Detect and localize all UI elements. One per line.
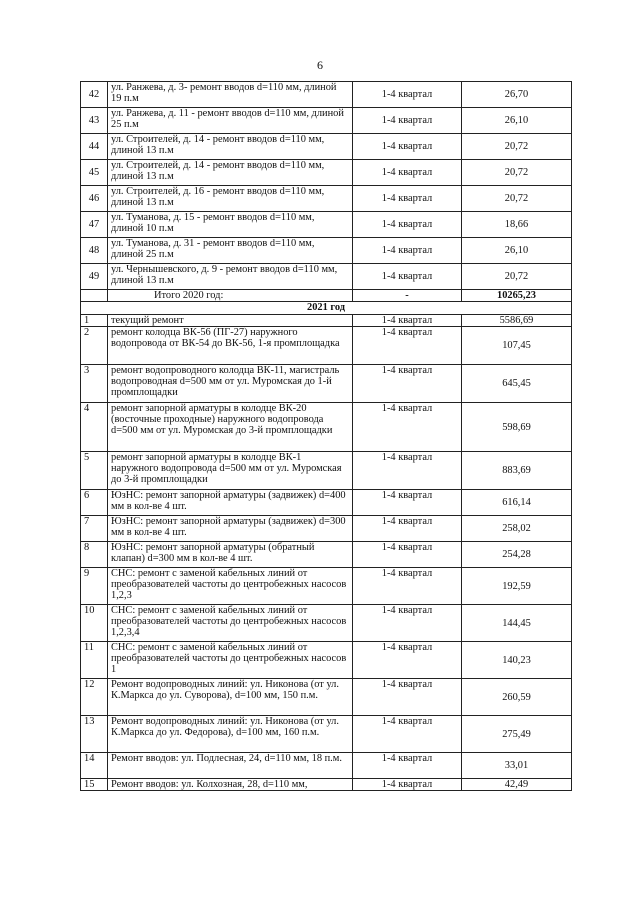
row-period: 1-4 квартал bbox=[353, 327, 462, 365]
row-period: 1-4 квартал bbox=[353, 753, 462, 779]
row-period: 1-4 квартал bbox=[353, 605, 462, 642]
row-value: 33,01 bbox=[462, 753, 572, 779]
row-description: ЮзНС: ремонт запорной арматуры (задвижек) d=400 мм в кол-ве 4 шт. bbox=[108, 490, 353, 516]
row-number: 42 bbox=[81, 82, 108, 108]
row-number: 13 bbox=[81, 716, 108, 753]
row-number: 44 bbox=[81, 134, 108, 160]
row-description: СНС: ремонт с заменой кабельных линий от преобразователей частоты до центробежных насосов 1,2,3 bbox=[108, 568, 353, 605]
row-number: 12 bbox=[81, 679, 108, 716]
row-period: 1-4 квартал bbox=[353, 679, 462, 716]
page-number: 6 bbox=[317, 58, 323, 72]
row-number: 48 bbox=[81, 238, 108, 264]
row-description: ул. Туманова, д. 15 - ремонт вводов d=110 мм, длиной 10 п.м bbox=[108, 212, 353, 238]
row-period: 1-4 квартал bbox=[353, 186, 462, 212]
row-description: ремонт запорной арматуры в колодце ВК-1 наружного водопровода d=500 мм от ул. Муромская до 3-й промплощадки bbox=[108, 452, 353, 490]
row-number: 47 bbox=[81, 212, 108, 238]
table-row bbox=[81, 490, 572, 516]
row-number: 49 bbox=[81, 264, 108, 290]
table-row bbox=[81, 452, 572, 490]
row-number: 1 bbox=[81, 315, 108, 327]
row-value: 260,59 bbox=[462, 679, 572, 716]
table-row bbox=[81, 82, 572, 108]
row-period: 1-4 квартал bbox=[353, 568, 462, 605]
row-number: 11 bbox=[81, 642, 108, 679]
row-number: 3 bbox=[81, 365, 108, 403]
row-number: 45 bbox=[81, 160, 108, 186]
row-description: СНС: ремонт с заменой кабельных линий от преобразователей частоты до центробежных насосов 1 bbox=[108, 642, 353, 679]
row-description: ул. Строителей, д. 14 - ремонт вводов d=110 мм, длиной 13 п.м bbox=[108, 160, 353, 186]
row-value: 107,45 bbox=[462, 327, 572, 365]
row-value: 20,72 bbox=[462, 134, 572, 160]
row-value: 18,66 bbox=[462, 212, 572, 238]
row-period: 1-4 квартал bbox=[353, 160, 462, 186]
row-value: 883,69 bbox=[462, 452, 572, 490]
row-description: ул. Ранжева, д. 3- ремонт вводов d=110 мм, длиной 19 п.м bbox=[108, 82, 353, 108]
row-period: 1-4 квартал bbox=[353, 403, 462, 452]
row-description: Ремонт вводов: ул. Подлесная, 24, d=110 мм, 18 п.м. bbox=[108, 753, 353, 779]
row-number: 46 bbox=[81, 186, 108, 212]
total-value: 10265,23 bbox=[462, 290, 572, 302]
row-period: 1-4 квартал bbox=[353, 108, 462, 134]
table-row bbox=[81, 542, 572, 568]
table-row bbox=[81, 716, 572, 753]
row-value: 598,69 bbox=[462, 403, 572, 452]
row-description: ул. Туманова, д. 31 - ремонт вводов d=110 мм, длиной 25 п.м bbox=[108, 238, 353, 264]
table-row bbox=[81, 315, 572, 327]
row-period: 1-4 квартал bbox=[353, 212, 462, 238]
total-2020-row bbox=[81, 290, 572, 302]
row-period: 1-4 квартал bbox=[353, 516, 462, 542]
table-row bbox=[81, 605, 572, 642]
row-description: Ремонт водопроводных линий: ул. Никонова (от ул. К.Маркса до ул. Суворова), d=100 мм, 150 п.м. bbox=[108, 679, 353, 716]
row-period: 1-4 квартал bbox=[353, 238, 462, 264]
row-description: ремонт колодца ВК-56 (ПГ-27) наружного водопровода от ВК-54 до ВК-56, 1-я промплощадка bbox=[108, 327, 353, 365]
table-row bbox=[81, 516, 572, 542]
row-number: 2 bbox=[81, 327, 108, 365]
row-period: 1-4 квартал bbox=[353, 542, 462, 568]
row-period: 1-4 квартал bbox=[353, 452, 462, 490]
row-value: 26,10 bbox=[462, 108, 572, 134]
works-table bbox=[80, 81, 572, 791]
table-row bbox=[81, 568, 572, 605]
table-row bbox=[81, 134, 572, 160]
table-row bbox=[81, 403, 572, 452]
table-row bbox=[81, 108, 572, 134]
row-number: 10 bbox=[81, 605, 108, 642]
row-value: 192,59 bbox=[462, 568, 572, 605]
row-value: 20,72 bbox=[462, 186, 572, 212]
table-row bbox=[81, 679, 572, 716]
table-row bbox=[81, 365, 572, 403]
row-description: текущий ремонт bbox=[108, 315, 353, 327]
row-value: 140,23 bbox=[462, 642, 572, 679]
row-number: 7 bbox=[81, 516, 108, 542]
row-value: 254,28 bbox=[462, 542, 572, 568]
row-period: 1-4 квартал bbox=[353, 779, 462, 791]
row-value: 5586,69 bbox=[462, 315, 572, 327]
row-number: 14 bbox=[81, 753, 108, 779]
row-description: ЮзНС: ремонт запорной арматуры (задвижек) d=300 мм в кол-ве 4 шт. bbox=[108, 516, 353, 542]
row-value: 20,72 bbox=[462, 160, 572, 186]
row-period: 1-4 квартал bbox=[353, 315, 462, 327]
row-value: 42,49 bbox=[462, 779, 572, 791]
row-description: ул. Чернышевского, д. 9 - ремонт вводов d=110 мм, длиной 13 п.м bbox=[108, 264, 353, 290]
row-value: 20,72 bbox=[462, 264, 572, 290]
table-row bbox=[81, 642, 572, 679]
row-period: 1-4 квартал bbox=[353, 716, 462, 753]
row-number: 5 bbox=[81, 452, 108, 490]
row-number: 43 bbox=[81, 108, 108, 134]
total-label: Итого 2020 год: bbox=[108, 290, 353, 302]
row-description: Ремонт вводов: ул. Колхозная, 28, d=110 мм, bbox=[108, 779, 353, 791]
table-row bbox=[81, 779, 572, 791]
table-row bbox=[81, 238, 572, 264]
row-value: 275,49 bbox=[462, 716, 572, 753]
row-period: 1-4 квартал bbox=[353, 264, 462, 290]
table-row bbox=[81, 753, 572, 779]
row-description: ЮзНС: ремонт запорной арматуры (обратный клапан) d=300 мм в кол-ве 4 шт. bbox=[108, 542, 353, 568]
row-value: 616,14 bbox=[462, 490, 572, 516]
row-description: ремонт водопроводного колодца ВК-11, магистраль водопроводная d=500 мм от ул. Муромская до 1-й промплощадки bbox=[108, 365, 353, 403]
table-row bbox=[81, 186, 572, 212]
row-period: 1-4 квартал bbox=[353, 642, 462, 679]
row-value: 144,45 bbox=[462, 605, 572, 642]
table-row bbox=[81, 327, 572, 365]
row-number: 8 bbox=[81, 542, 108, 568]
row-value: 26,70 bbox=[462, 82, 572, 108]
row-description: ул. Ранжева, д. 11 - ремонт вводов d=110 мм, длиной 25 п.м bbox=[108, 108, 353, 134]
row-number: 6 bbox=[81, 490, 108, 516]
table-row bbox=[81, 264, 572, 290]
row-number: 9 bbox=[81, 568, 108, 605]
row-number: 4 bbox=[81, 403, 108, 452]
row-description: Ремонт водопроводных линий: ул. Никонова (от ул. К.Маркса до ул. Федорова), d=100 мм, 160 п.м. bbox=[108, 716, 353, 753]
year-heading: 2021 год bbox=[81, 302, 572, 315]
row-period: 1-4 квартал bbox=[353, 82, 462, 108]
row-value: 645,45 bbox=[462, 365, 572, 403]
row-period: 1-4 квартал bbox=[353, 134, 462, 160]
row-period: 1-4 квартал bbox=[353, 490, 462, 516]
row-description: ул. Строителей, д. 16 - ремонт вводов d=110 мм, длиной 13 п.м bbox=[108, 186, 353, 212]
table-row bbox=[81, 212, 572, 238]
table-row bbox=[81, 160, 572, 186]
row-period: 1-4 квартал bbox=[353, 365, 462, 403]
row-description: ремонт запорной арматуры в колодце ВК-20 (восточные проходные) наружного водопровода d=500 мм от ул. Муромская до 3-й промплощадки bbox=[108, 403, 353, 452]
row-number: 15 bbox=[81, 779, 108, 791]
total-period: - bbox=[353, 290, 462, 302]
row-description: ул. Строителей, д. 14 - ремонт вводов d=110 мм, длиной 13 п.м bbox=[108, 134, 353, 160]
row-value: 258,02 bbox=[462, 516, 572, 542]
row-value: 26,10 bbox=[462, 238, 572, 264]
row-description: СНС: ремонт с заменой кабельных линий от преобразователей частоты до центробежных насосов 1,2,3,4 bbox=[108, 605, 353, 642]
year-2021-header bbox=[81, 302, 572, 315]
